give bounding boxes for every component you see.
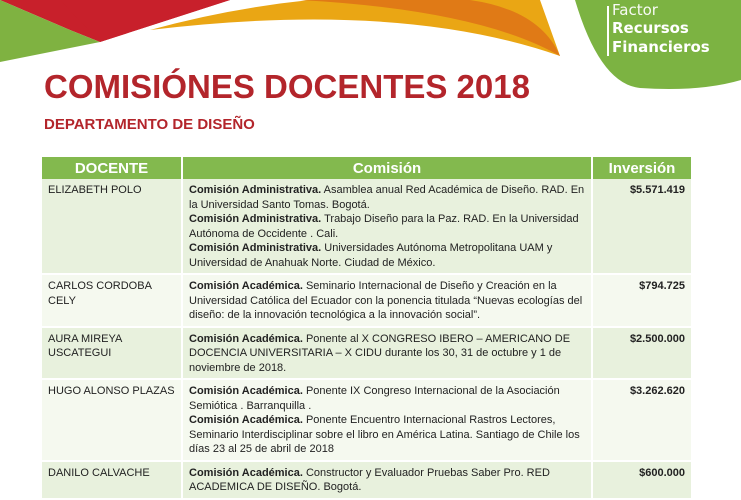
comision-entry [189,332,585,376]
table-header-row [42,157,691,179]
comision-entry [189,241,585,270]
comision-text: Trabajo Diseño para la Paz. RAD. En la Universidad Autónoma de Occidente . Cali. [189,213,579,240]
comision-entry [189,384,585,413]
inversion-cell: $5.571.419 [592,179,691,274]
column-header-comision: Comisión [182,157,592,179]
brand-factor-logo [612,2,710,57]
page-subtitle: DEPARTAMENTO DE DISEÑO [44,116,255,133]
comision-text: Constructor y Evaluador Pruebas Saber Pro. RED ACADEMICA DE DISEÑO. Bogotá. [189,466,550,493]
docente-cell: CARLOS CORDOBA CELY [42,274,182,327]
inversion-cell: $2.500.000 [592,327,691,380]
docente-cell: ELIZABETH POLO [42,179,182,274]
comision-type: Comisión Académica. [189,385,303,397]
comision-entry [189,183,585,212]
comision-entry [189,466,585,495]
comision-entry [189,212,585,241]
table-row [42,274,691,327]
table-row [42,179,691,274]
docente-cell: DANILO CALVACHE [42,461,182,499]
comision-cell [182,274,592,327]
inversion-cell: $3.262.620 [592,379,691,461]
comision-type: Comisión Administrativa. [189,213,322,225]
comision-cell [182,327,592,380]
comision-entry [189,413,585,457]
comision-cell [182,179,592,274]
comision-text: Ponente Encuentro Internacional Rastros Lectores, Seminario Interdisciplinar sobre el libro en América Latina. Santiago de Chile los días 23 al 25 de abril de 2018 [189,414,580,455]
comision-text: Ponente IX Congreso Internacional de la Asociación Semiótica . Barranquilla . [189,385,560,412]
column-header-inversion: Inversión [592,157,691,179]
comision-text: Asamblea anual Red Académica de Diseño. RAD. En la Universidad Santo Tomas. Bogotá. [189,184,585,211]
comision-cell [182,379,592,461]
table-row [42,379,691,461]
comision-type: Comisión Administrativa. [189,242,322,254]
page-title: COMISIÓNES DOCENTES 2018 [44,68,530,105]
comision-text: Ponente al X CONGRESO IBERO – AMERICANO DE DOCENCIA UNIVERSITARIA – X CIDU durante los 30, 31 de octubre y 1 de noviembre de 2018. [189,332,571,374]
comision-text: Seminario Internacional de Diseño y Creación en la Universidad Católica del Ecuador con la ponencia titulada “Nuevas ecologías del diseño: de la innovación tecnológica a la innovación social”. [189,280,583,321]
commissions-table [42,157,691,500]
comision-type: Comisión Académica. [189,280,303,292]
comision-type: Comisión Académica. [189,466,303,479]
inversion-cell: $794.725 [592,274,691,327]
docente-cell: AURA MIREYA USCATEGUI [42,327,182,380]
table-row [42,461,691,499]
column-header-docente: DOCENTE [42,157,182,179]
comision-entry [189,279,585,323]
brand-line-1: Factor [612,1,658,19]
comision-text: Universidades Autónoma Metropolitana UAM y Universidad de Anahuak Norte. Ciudad de México. [189,242,553,269]
comision-type: Comisión Académica. [189,414,303,426]
comision-cell [182,461,592,499]
docente-cell: HUGO ALONSO PLAZAS [42,379,182,461]
comision-type: Comisión Académica. [189,332,303,345]
comision-type: Comisión Administrativa. [189,184,322,196]
brand-line-2: Recursos [612,19,689,37]
brand-divider [607,6,609,56]
brand-line-3: Financieros [612,38,710,56]
table-row [42,327,691,380]
inversion-cell: $600.000 [592,461,691,499]
